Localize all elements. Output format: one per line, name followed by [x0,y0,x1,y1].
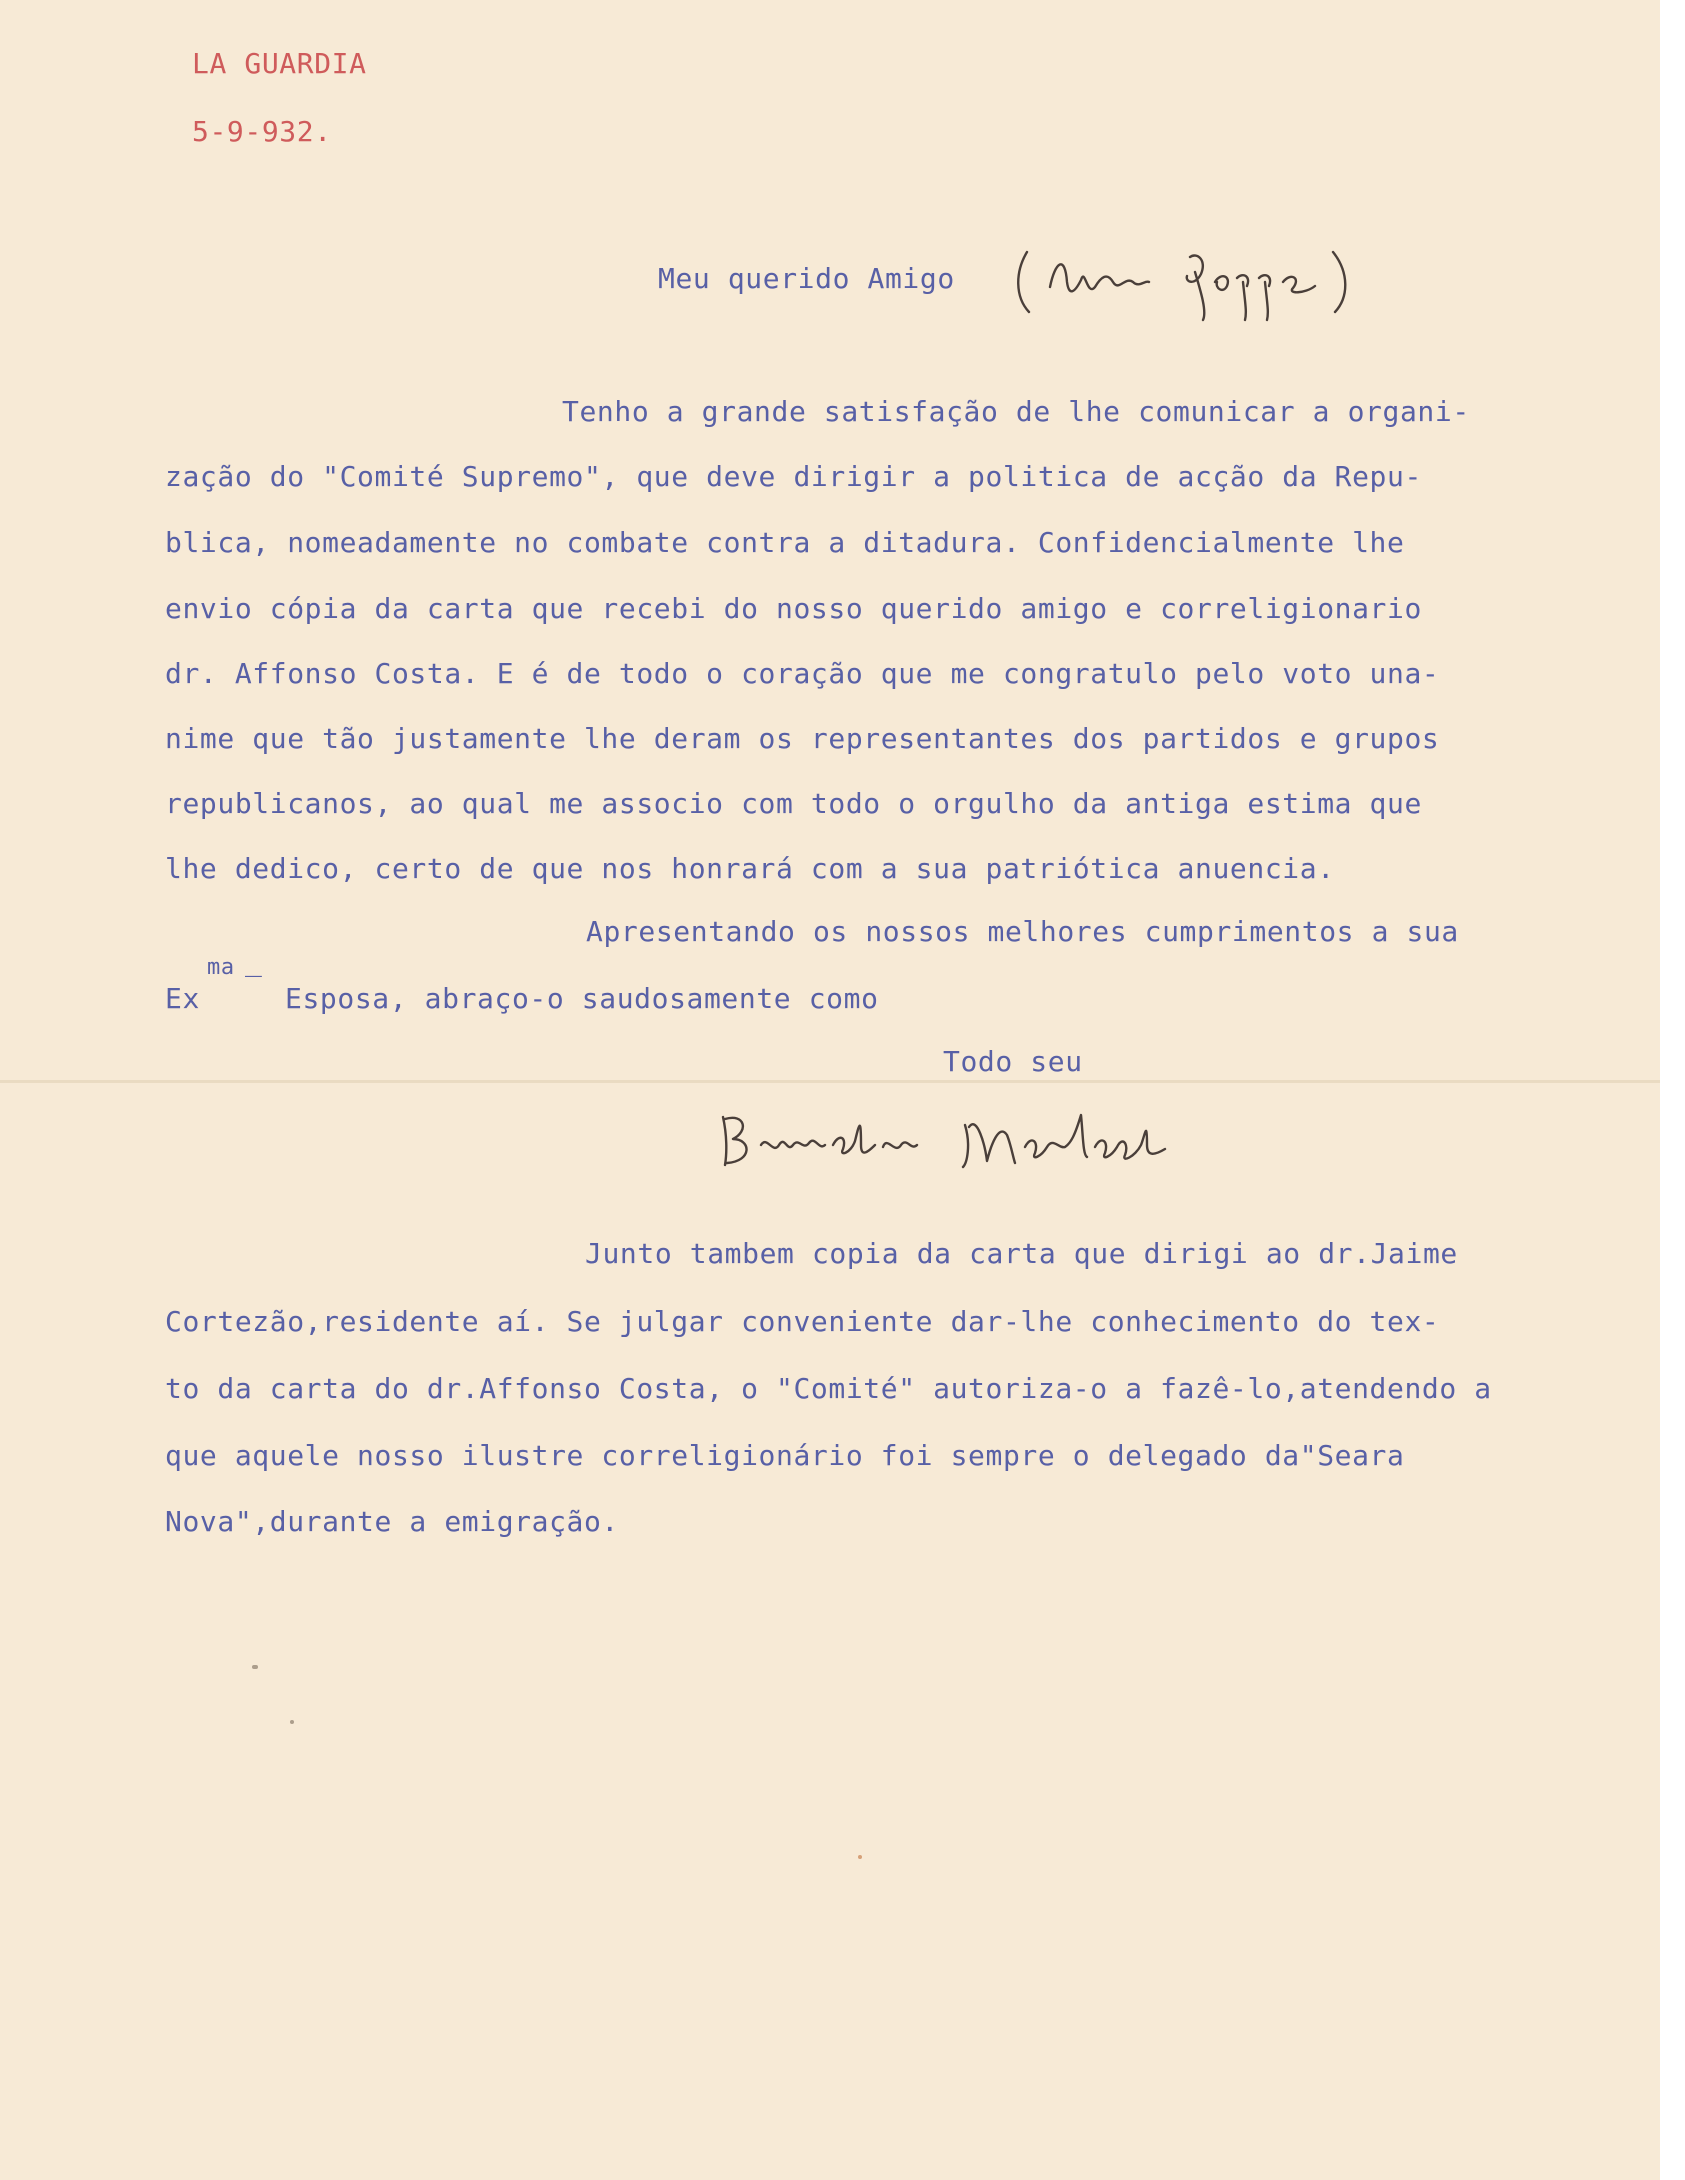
body-line-6: nime que tão justamente lhe deram os representantes dos partidos e grupos [165,722,1440,755]
body-line-5: dr. Affonso Costa. E é de todo o coração que me congratulo pelo voto una- [165,657,1440,690]
postscript-line-3: to da carta do dr.Affonso Costa, o "Comité" autoriza-o a fazê-lo,atendendo a [165,1372,1492,1405]
paper-speck [858,1855,862,1859]
handwritten-addressee [1015,242,1355,322]
body-line-8: lhe dedico, certo de que nos honrará com a sua patriótica anuencia. [165,852,1335,885]
handwriting-drawing [1015,242,1355,322]
page-edge [1660,0,1685,2180]
paper-speck [252,1665,258,1669]
header-place: LA GUARDIA [192,47,367,80]
signature [715,1105,1185,1175]
salutation: Meu querido Amigo [658,262,955,295]
closing-line-2: Esposa, abraço-o saudosamente como [285,982,879,1015]
abbrev-ex: Ex [165,982,200,1015]
body-line-2: zação do "Comité Supremo", que deve dirigir a politica de acção da Repu- [165,460,1422,493]
body-line-7: republicanos, ao qual me associo com todo o orgulho da antiga estima que [165,787,1422,820]
body-line-3: blica, nomeadamente no combate contra a ditadura. Confidencialmente lhe [165,526,1405,559]
body-line-1: Tenho a grande satisfação de lhe comunicar a organi- [562,395,1470,428]
sign-off: Todo seu [943,1045,1083,1078]
superscript-ma: ma [207,955,235,980]
paper-speck [290,1720,294,1724]
postscript-line-1: Junto tambem copia da carta que dirigi ao dr.Jaime [585,1237,1458,1270]
postscript-line-4: que aquele nosso ilustre correligionário foi sempre o delegado da"Seara [165,1439,1405,1472]
closing-line-1: Apresentando os nossos melhores cumprimentos a sua [586,915,1459,948]
postscript-line-2: Cortezão,residente aí. Se julgar conveniente dar-lhe conhecimento do tex- [165,1305,1440,1338]
body-line-4: envio cópia da carta que recebi do nosso querido amigo e correligionario [165,592,1422,625]
abbrev-mark: ‾ [245,971,263,1004]
handwriting-drawing [715,1105,1185,1175]
header-date: 5-9-932. [192,115,332,148]
postscript-line-5: Nova",durante a emigração. [165,1505,619,1538]
